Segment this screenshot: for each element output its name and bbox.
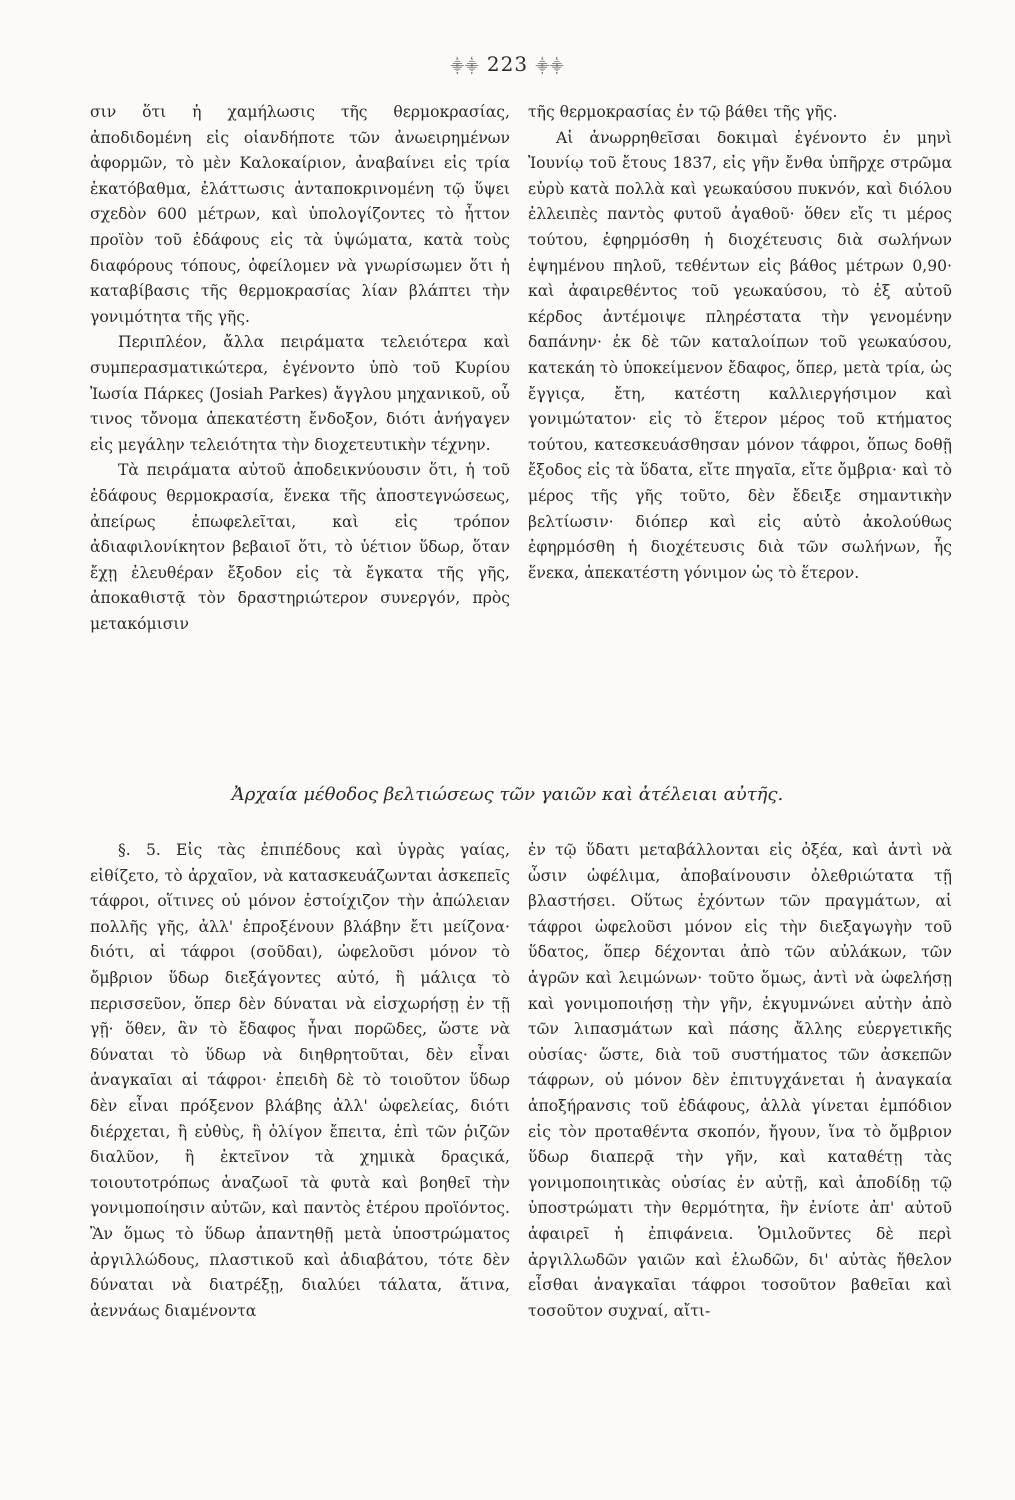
- ornament-right-icon: ⸎⸎: [535, 59, 565, 75]
- top-left-column: [90, 100, 510, 637]
- ornament-left-icon: ⸎⸎: [450, 59, 480, 75]
- bottom-right-column: [528, 838, 952, 1324]
- paragraph: Περιπλέον, ἄλλα πειράματα τελειότερα καὶ συμπερασματικώτερα, ἐγένοντο ὑπὸ τοῦ Κυρίου Ἰωσία Πάρκες (Josiah Parkes) ἄγγλου μηχανικοῦ, οὗ τινος τὄνομα ἀπεκατέστη ἔνδοξον, διότι ἀνήγαγεν εἰς μεγάλην τελειότητα τὴν διοχετευτικὴν τέχνην.: [90, 333, 510, 454]
- page-number: 223: [486, 52, 529, 76]
- paragraph: ἐν τῷ ὕδατι μεταβάλλονται εἰς ὀξέα, καὶ ἀντὶ νὰ ὦσιν ὠφέλιμα, ἀποβαίνουσιν ὀλεθριώτατα τῇ βλαστήσει. Οὕτως ἐχόντων τῶν πραγμάτων, αἱ τάφροι ὠφελοῦσι μόνον εἰς τὴν διεξαγωγὴν τοῦ ὕδατος, ὅπερ δέχονται ἀπὸ τῶν αὐλάκων, τῶν ἀγρῶν καὶ λειμώνων· τοῦτο ὅμως, ἀντὶ νὰ ὠφελήσῃ καὶ γονιμοποιήσῃ τὴν γῆν, ἐκγυμνώνει αὐτὴν ἀπὸ τῶν λιπασμάτων καὶ πάσης ἄλλης εὐεργετικῆς οὐσίας· ὥστε, διὰ τοῦ συστήματος τῶν ἀσκεπῶν τάφρων, οὐ μόνον δὲν ἐπιτυγχάνεται ἡ ἀναγκαία ἀποξήρανσις τοῦ ἐδάφους, ἀλλὰ γίνεται ἐμπόδιον εἰς τὸν προταθέντα σκοπόν, ἤγουν, ἵνα τὸ ὄμβριον ὕδωρ διαπερᾷ τὴν γῆν, καὶ καταθέτῃ τὰς γονιμοποιητικὰς οὐσίας ἐν αὐτῇ, καὶ ἀποδίδῃ τῷ ὑποστρώματι τὴν θερμότητα, ἣν ἐνίοτε ἀπ' αὐτοῦ ἀφαιρεῖ ἡ ἐπιφάνεια. Ὁμιλοῦντες δὲ περὶ ἀργιλλωδῶν γαιῶν καὶ ἑλωδῶν, δι' αὐτὰς ἤθελον εἶσθαι ἀναγκαῖαι τάφροι τοσοῦτον βαθεῖαι καὶ τοσοῦτον συχναί, αἴτι-: [528, 841, 952, 1320]
- paragraph: τῆς θερμοκρασίας ἐν τῷ βάθει τῆς γῆς.: [528, 103, 838, 121]
- paragraph: Αἱ ἀνωρρηθεῖσαι δοκιμαὶ ἐγένοντο ἐν μηνὶ Ἰουνίῳ τοῦ ἔτους 1837, εἰς γῆν ἔνθα ὑπῆρχε στρῶμα εὐρὺ κατὰ πολλὰ καὶ γεωκαύσου πυκνόν, καὶ διόλου ἐλλειπὲς παντὸς φυτοῦ ἀγαθοῦ· ὅθεν εἴς τι μέρος τούτου, ἐφηρμόσθη ἡ διοχέτευσις διὰ σωλήνων ἐψημένου πηλοῦ, τεθέντων εἰς βάθος μέτρων 0,90· καὶ ἀφαιρεθέντος τοῦ γεωκαύσου, τὸ ἐξ αὐτοῦ κέρδος ἀντέμοιψε πληρέστατα τὴν γενομένην δαπάνην· ἐκ δὲ τῶν καταλοίπων τοῦ γεωκαύσου, κατεκάη τὸ ὑποκείμενον ἔδαφος, ὅπερ, μετὰ τρία, ὡς ἔγγιςα, ἔτη, κατέστη καλλιεργήσιμον καὶ γονιμώτατον· εἰς τὸ ἕτερον μέρος τοῦ κτήματος τούτου, κατεσκευάσθησαν μόνον τάφροι, ὅπως δοθῇ ἔξοδος εἰς τὰ ὕδατα, εἴτε πηγαῖα, εἴτε ὄμβρια· καὶ τὸ μέρος τῆς γῆς τοῦτο, δὲν ἔδειξε σημαντικὴν βελτίωσιν· διόπερ καὶ εἰς αὐτὸ ἀκολούθως ἐφηρμόσθη ἡ διοχέτευσις διὰ τῶν σωλήνων, ἧς ἕνεκα, ἀπεκατέστη γόνιμον ὡς τὸ ἕτερον.: [528, 128, 952, 582]
- bottom-left-column: [90, 838, 510, 1324]
- paragraph: σιν ὅτι ἡ χαμήλωσις τῆς θερμοκρασίας, ἀποδιδομένη εἰς οἱανδήποτε τῶν ἀνωειρημένων ἀφορμῶν, τὸ μὲν Καλοκαίριον, ἀναβαίνει εἰς τρία ἑκατόβαθμα, ἐλάττωσις ἀνταποκρινομένη τῷ ὕψει σχεδὸν 600 μέτρων, καὶ ὑπολογίζοντες τὸ ἧττον προϊὸν τοῦ ἐδάφους εἰς τὰ ὑψώματα, κατὰ τοὺς διαφόρους τόπους, ὀφείλομεν νὰ γνωρίσωμεν ὅτι ἡ καταβίβασις τῆς θερμοκρασίας λίαν βλάπτει τὴν γονιμότητα τῆς γῆς.: [90, 103, 510, 326]
- section-heading: Ἀρχαία μέθοδος βελτιώσεως τῶν γαιῶν καὶ ἀτέλειαι αὐτῆς.: [231, 784, 784, 805]
- top-right-column: [528, 100, 952, 586]
- paragraph: §. 5. Εἰς τὰς ἐπιπέδους καὶ ὑγρὰς γαίας, εἰθίζετο, τὸ ἀρχαῖον, νὰ κατασκευάζωνται ἀσκεπεῖς τάφροι, οἵτινες οὐ μόνον ἐστοίχιζον τὴν ἀπώλειαν πολλῆς γῆς, ἀλλ' ἐπροξένουν βλάβην ἔτι μείζονα· διότι, αἱ τάφροι (σοῦδαι), ὠφελοῦσι μόνον τὸ ὄμβριον ὕδωρ διεξάγοντες αὐτό, ἢ μάλιςα τὸ περισσεῦον, ὅπερ δὲν δύναται νὰ εἰσχωρήσῃ ἐν τῇ γῇ· ὅθεν, ἂν τὸ ἔδαφος ἦναι πορῶδες, ὥστε νὰ δύναται τὸ ὕδωρ νὰ διηθρητοῦται, δὲν εἶναι ἀναγκαῖαι αἱ τάφροι· ἐπειδὴ δὲ τὸ τοιοῦτον ὕδωρ δὲν εἶναι πρόξενον βλάβης ἀλλ' ὠφελείας, διότι διέρχεται, ἢ εὐθὺς, ἢ ὀλίγον ἔπειτα, ἐπὶ τῶν ῥιζῶν διαλῦον, ἢ ἐκτεῖνον τὰ χημικὰ δραςικά, τοιουτοτρόπως ἀναζωοῖ τὰ φυτὰ καὶ βοηθεῖ τὴν γονιμοποίησιν αὐτῶν, καὶ παντὸς ἑτέρου προϊόντος. Ἂν ὅμως τὸ ὕδωρ ἀπαντηθῇ μετὰ ὑποστρώματος ἀργιλλώδους, πλαστικοῦ καὶ ἀδιαβάτου, τότε δὲν δύναται νὰ διατρέξῃ, διαλύει τάλατα, ἅτινα, ἀεννάως διαμένοντα: [90, 841, 510, 1320]
- page-header: [0, 52, 1015, 76]
- paragraph: Τὰ πειράματα αὐτοῦ ἀποδεικνύουσιν ὅτι, ἡ τοῦ ἐδάφους θερμοκρασία, ἕνεκα τῆς ἀποστεγνώσεως, ἀπείρως ἐπωφελεῖται, καὶ εἰς τρόπον ἀδιαφιλονίκητον βεβαιοῖ ὅτι, τὸ ὑέτιον ὕδωρ, ὅταν ἔχῃ ἐλευθέραν ἔξοδον εἰς τὰ ἔγκατα τῆς γῆς, ἀποκαθιστᾷ τὸν δραστηριώτερον συνεργόν, πρὸς μετακόμισιν: [90, 461, 510, 633]
